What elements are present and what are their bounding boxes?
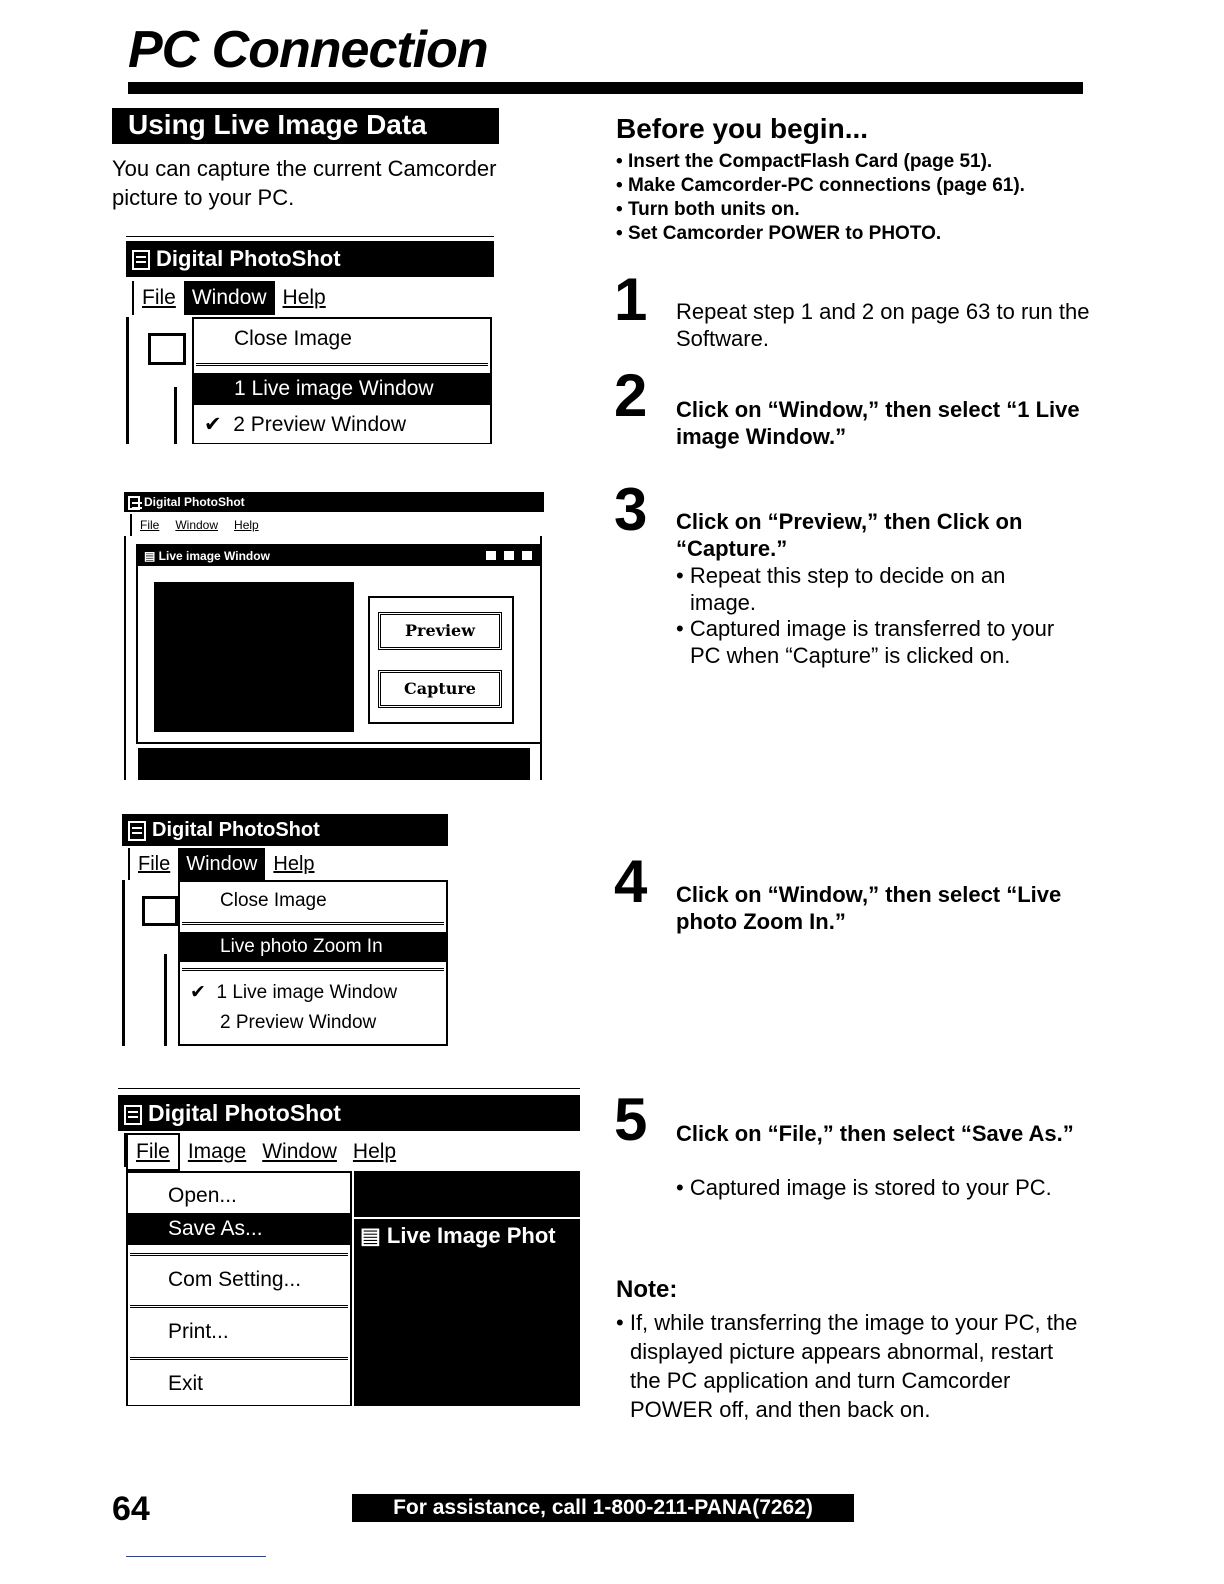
menu-window[interactable]: Window <box>175 518 219 532</box>
window-dropdown <box>178 880 448 1046</box>
before-item: • Turn both units on. <box>616 198 1025 222</box>
page-title: PC Connection <box>128 21 488 79</box>
app-title: Digital PhotoShot <box>148 1100 341 1126</box>
menu-separator <box>130 1253 348 1256</box>
check-icon: ✔ <box>190 982 217 1003</box>
menu-item-preview-window[interactable]: 2 Preview Window <box>220 1012 377 1033</box>
menu-window[interactable]: Window <box>262 1140 337 1163</box>
menu-item-print[interactable]: Print... <box>168 1320 229 1343</box>
close-icon[interactable] <box>520 549 534 562</box>
capture-button[interactable]: Capture <box>378 670 502 708</box>
app-icon <box>124 1105 142 1125</box>
child-title: Live Image Phot <box>386 1223 556 1248</box>
menu-help[interactable]: Help <box>352 1140 397 1163</box>
step-3-bullet-2-text: Captured image is transferred to your PC when “Capture” is clicked on. <box>689 616 1055 668</box>
app-title-bar <box>124 492 544 512</box>
screenshot-window-menu <box>126 236 494 444</box>
app-title: Digital PhotoShot <box>156 246 341 271</box>
menu-separator <box>130 1357 348 1360</box>
menu-bar <box>124 1133 580 1167</box>
note-text: • If, while transferring the image to your PC, the displayed picture appears abnormal, restart the PC application and turn Camcorder POWER off, and then back on. <box>616 1310 1078 1422</box>
title-rule <box>128 82 1083 94</box>
menu-file[interactable]: File <box>142 286 176 309</box>
step-number-1: 1 <box>614 266 648 333</box>
before-heading: Before you begin... <box>616 113 869 144</box>
menu-item-live-image-window-label: 1 Live image Window <box>216 982 398 1003</box>
intro-text: You can capture the current Camcorder picture to your PC. <box>112 156 497 210</box>
child-window <box>136 544 542 744</box>
screenshot-zoom-menu <box>122 814 448 1046</box>
menu-item-preview-window[interactable] <box>194 409 490 441</box>
child-window-icon <box>142 896 178 926</box>
before-list <box>616 150 1025 246</box>
menu-help[interactable]: Help <box>273 853 315 875</box>
status-bar <box>138 748 530 780</box>
window-frame-left <box>126 317 129 444</box>
step-text-2: Click on “Window,” then select “1 Live image Window.” <box>676 397 1080 449</box>
before-item: • Insert the CompactFlash Card (page 51). <box>616 150 1025 174</box>
step-3-bullet-2: • Captured image is transferred to your PC when “Capture” is clicked on. <box>676 616 1055 668</box>
menu-file[interactable]: File <box>126 1133 180 1171</box>
before-item: • Set Camcorder POWER to PHOTO. <box>616 222 1025 246</box>
live-image-view <box>154 582 354 732</box>
app-icon <box>128 821 146 841</box>
step-5-bullet-1-text: Captured image is stored to your PC. <box>689 1175 1052 1200</box>
window-frame-inner <box>164 954 167 1046</box>
step-text-5: Click on “File,” then select “Save As.” <box>676 1121 1074 1146</box>
preview-button[interactable]: Preview <box>378 612 502 650</box>
step-5-bullet-1: • Captured image is stored to your PC. <box>676 1175 1052 1200</box>
menu-item-live-image-window[interactable] <box>180 978 446 1008</box>
menu-bar <box>130 514 544 536</box>
menu-file[interactable]: File <box>140 518 160 532</box>
minimize-icon[interactable] <box>484 549 498 562</box>
menu-separator <box>182 922 444 925</box>
before-item: • Make Camcorder-PC connections (page 61). <box>616 174 1025 198</box>
child-window-icon: ▤ <box>144 549 159 563</box>
button-panel <box>368 596 514 724</box>
page-number: 64 <box>112 1490 150 1528</box>
check-icon: ✔ <box>204 413 234 436</box>
menu-bar <box>128 848 448 880</box>
app-icon <box>128 496 140 510</box>
step-number-2: 2 <box>614 362 648 429</box>
child-title-bar <box>354 1217 580 1251</box>
app-title: Digital PhotoShot <box>152 819 320 841</box>
menu-separator <box>196 363 488 366</box>
child-title-bar <box>138 546 540 566</box>
note-heading: Note: <box>616 1276 678 1303</box>
menu-bar <box>132 281 494 315</box>
maximize-icon[interactable] <box>502 549 516 562</box>
menu-item-com-setting[interactable]: Com Setting... <box>168 1268 302 1291</box>
app-title-bar <box>122 814 448 846</box>
menu-help[interactable]: Help <box>282 286 326 309</box>
step-text-3: Click on “Preview,” then Click on “Capture.” <box>676 509 1023 561</box>
menu-item-preview-window-label: 2 Preview Window <box>233 413 406 436</box>
menu-item-close-image[interactable]: Close Image <box>220 890 327 911</box>
menu-item-save-as[interactable]: Save As... <box>128 1213 350 1245</box>
app-title: Digital PhotoShot <box>144 495 245 509</box>
step-text-4: Click on “Window,” then select “Live photo Zoom In.” <box>676 882 1062 934</box>
menu-image[interactable]: Image <box>187 1140 247 1163</box>
menu-separator <box>182 968 444 971</box>
menu-item-live-photo-zoom-in[interactable]: Live photo Zoom In <box>180 932 446 962</box>
child-window-icon: ▤ <box>360 1223 387 1248</box>
step-number-4: 4 <box>614 848 648 915</box>
mdi-background <box>354 1171 580 1406</box>
note-body: If, while transferring the image to your PC, the displayed picture appears abnormal, restart the PC application and turn Camcorder POWER off, and then back on. <box>629 1310 1078 1422</box>
app-icon <box>132 250 150 270</box>
step-text-1: Repeat step 1 and 2 on page 63 to run the Software. <box>676 299 1090 351</box>
step-number-5: 5 <box>614 1086 648 1153</box>
app-title-bar <box>118 1095 580 1131</box>
menu-separator <box>130 1305 348 1308</box>
window-dropdown <box>192 317 492 444</box>
window-frame-left <box>122 880 125 1046</box>
screenshot-live-image-window <box>124 492 544 780</box>
window-frame-inner <box>174 387 177 444</box>
menu-item-exit[interactable]: Exit <box>168 1372 204 1395</box>
menu-item-open[interactable]: Open... <box>168 1184 237 1207</box>
menu-item-close-image[interactable]: Close Image <box>234 327 352 350</box>
app-title-bar <box>126 241 494 277</box>
step-number-3: 3 <box>614 476 648 543</box>
menu-help[interactable]: Help <box>234 518 259 532</box>
step-3-bullet-1-text: Repeat this step to decide on an image. <box>689 563 1006 615</box>
file-dropdown <box>126 1171 352 1406</box>
footer-rule <box>126 1556 266 1557</box>
assistance-banner: For assistance, call 1-800-211-PANA(7262) <box>352 1494 854 1522</box>
menu-item-live-image-window[interactable]: 1 Live image Window <box>194 373 490 405</box>
child-window-icon <box>148 333 186 365</box>
screenshot-file-menu <box>118 1088 580 1406</box>
menu-window[interactable]: Window <box>184 281 275 315</box>
menu-window[interactable]: Window <box>178 848 265 880</box>
mdi-area <box>124 536 542 780</box>
step-3-bullet-1: • Repeat this step to decide on an image. <box>676 563 1006 615</box>
menu-file[interactable]: File <box>138 853 171 875</box>
section-heading: Using Live Image Data <box>112 108 499 144</box>
child-title: Live image Window <box>158 549 270 563</box>
